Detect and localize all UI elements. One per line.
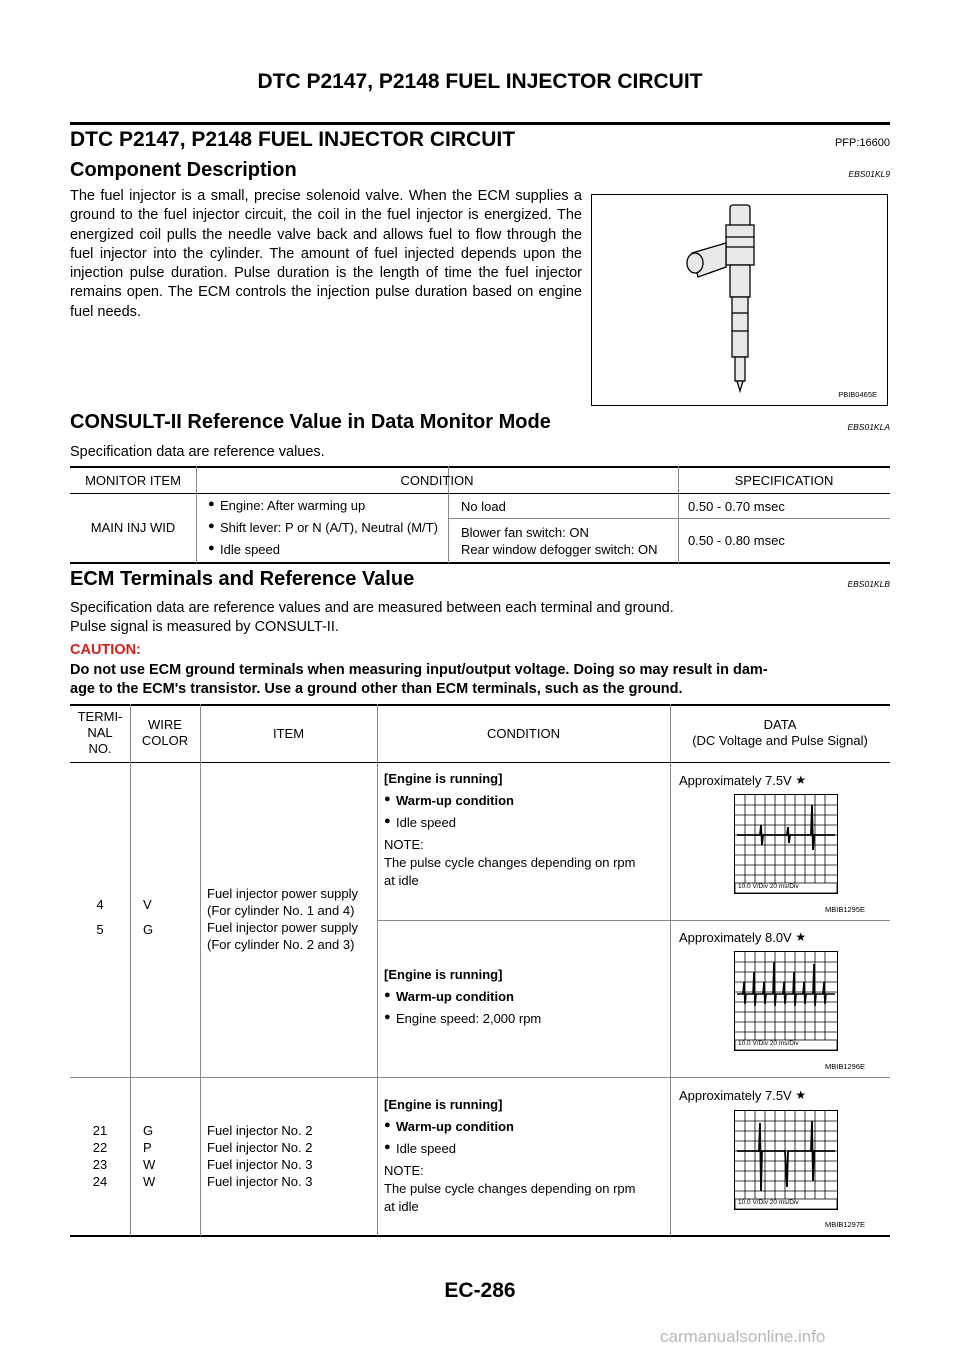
consult-header-specification: SPECIFICATION: [734, 473, 834, 488]
ecm-section-title: ECM Terminals and Reference Value: [70, 568, 415, 590]
group2-items: Fuel injector No. 2 Fuel injector No. 2 Fuel injector No. 3 Fuel injector No. 3: [207, 1123, 313, 1189]
group1-row-a-condition: [Engine is running] ● Warm-up condition ● Idle speed NOTE: The pulse cycle changes depending on rpm at idle: [384, 771, 636, 888]
consult-section-title: CONSULT-II Reference Value in Data Monitor Mode: [70, 411, 551, 433]
ecm-header-item: ITEM: [272, 726, 305, 741]
star-icon: ★: [795, 773, 807, 787]
group2-condition: [Engine is running] ● Warm-up condition ● Idle speed NOTE: The pulse cycle changes depending on rpm at idle: [384, 1097, 636, 1214]
group2-data: Approximately 7.5V ★: [679, 1088, 807, 1103]
consult-intro: Specification data are reference values.: [70, 444, 325, 460]
group1-row-a-data: Approximately 7.5V ★: [679, 773, 807, 788]
group2-wire-colors: G P W W: [143, 1123, 156, 1189]
ecm-terminal-table: [70, 704, 890, 1239]
group1-items: Fuel injector power supply (For cylinder No. 1 and 4) Fuel injector power supply (For cylinder No. 2 and 3): [207, 886, 359, 952]
caution-line-1: Do not use ECM ground terminals when measuring input/output voltage. Doing so may result in dam-: [70, 662, 768, 678]
consult-row1-condition: No load: [461, 499, 506, 514]
consult-row1-spec: 0.50 - 0.70 msec: [688, 499, 785, 514]
group1-row-b-condition: [Engine is running] ● Warm-up condition ● Engine speed: 2,000 rpm: [384, 967, 542, 1026]
component-section-code: EBS01KL9: [848, 169, 890, 179]
caution-line-2: age to the ECM's transistor. Use a ground other than ECM terminals, such as the ground.: [70, 681, 683, 697]
fuel-injector-illustration: [592, 195, 887, 405]
ecm-header-condition: CONDITION: [487, 726, 560, 741]
star-icon: ★: [795, 930, 807, 944]
consult-header-condition: CONDITION: [400, 473, 474, 488]
group1-row-b-data: Approximately 8.0V ★: [679, 930, 807, 945]
ecm-header-wire-color: WIRE COLOR: [141, 717, 189, 748]
group1-wire-colors: V G: [143, 897, 154, 937]
consult-row2-spec: 0.50 - 0.80 msec: [688, 533, 785, 548]
consult-row2-condition-l1: Blower fan switch: ON: [461, 525, 589, 540]
star-icon: ★: [795, 1088, 807, 1102]
ecm-header-terminal: TERMI- NAL NO.: [77, 709, 123, 756]
injector-figure-code: PBIB0465E: [838, 390, 877, 399]
component-paragraph: The fuel injector is a small, precise solenoid valve. When the ECM supplies a ground to the fuel injector circuit, the coil in the fuel injector is energized. The energized coil pulls the needle valve back and allows fuel to flow through the fuel injector into the cylinder. The amount of fuel injected depends upon the injection pulse duration. Pulse duration is the length of time the fuel injector remains open. The ECM controls the injection pulse duration based on engine fuel needs.: [70, 188, 582, 320]
group1-row-b-figure-code: MBIB1296E: [825, 1062, 866, 1071]
ecm-section-code: EBS01KLB: [847, 579, 890, 589]
fuel-injector-figure: [591, 194, 888, 406]
group1-terminals: 4 5: [96, 897, 104, 937]
oscilloscope-waveform-1: [734, 794, 838, 894]
header-rule: [70, 122, 890, 125]
consult-row2-condition-l2: Rear window defogger switch: ON: [461, 542, 658, 557]
oscilloscope-waveform-2: [734, 951, 838, 1051]
page-number: EC-286: [444, 1279, 516, 1302]
consult-section-code: EBS01KLA: [847, 422, 890, 432]
running-header: DTC P2147, P2148 FUEL INJECTOR CIRCUIT: [257, 70, 703, 93]
watermark: carmanualsonline.info: [660, 1327, 826, 1346]
caution-label: CAUTION:: [70, 642, 141, 658]
main-title: DTC P2147, P2148 FUEL INJECTOR CIRCUIT: [70, 128, 516, 151]
ecm-header-data: DATA (DC Voltage and Pulse Signal): [692, 717, 868, 748]
component-section-title: Component Description: [70, 159, 297, 181]
consult-table: [70, 466, 890, 564]
scope-1-label: 10.0 V/Div 20 ms/Div: [738, 883, 799, 890]
group2-terminals: 21 22 23 24: [92, 1123, 108, 1189]
oscilloscope-waveform-3: [734, 1110, 838, 1210]
consult-header-monitor-item: MONITOR ITEM: [85, 473, 181, 488]
ecm-intro-2: Pulse signal is measured by CONSULT-II.: [70, 619, 339, 635]
consult-monitor-item: MAIN INJ WID: [90, 520, 176, 535]
scope-2-label: 10.0 V/Div 20 ms/Div: [738, 1040, 799, 1047]
consult-conditions: ● Engine: After warming up ● Shift lever: P or N (A/T), Neutral (M/T) ● Idle speed: [208, 498, 438, 557]
group2-figure-code: MBIB1297E: [825, 1220, 866, 1229]
scope-3-label: 10.0 V/Div 20 ms/Div: [738, 1199, 799, 1206]
main-code: PFP:16600: [834, 137, 890, 149]
ecm-intro-1: Specification data are reference values and are measured between each terminal and ground.: [70, 600, 674, 616]
group1-row-a-figure-code: MBIB1295E: [825, 905, 866, 914]
